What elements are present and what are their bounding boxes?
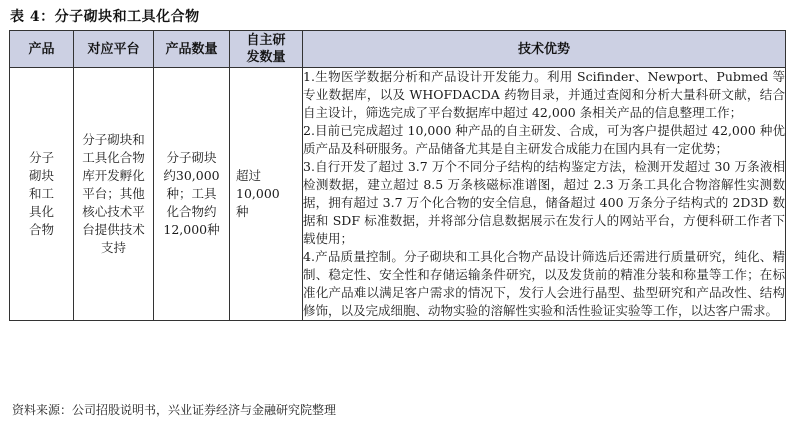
advantage-item-1: 1.生物医学数据分析和产品设计开发能力。利用 Scifinder、Newport、Pubmed 等专业数据库，以及 WHOFDACDA 药物目录，并通过查阅和分析大量科研文献，结合自主设计，筛选完成了平台数据库中超过 42,000 条相关产品的信息整理工作； xyxy=(303,69,785,120)
cell-product xyxy=(10,68,74,321)
source-note: 资料来源：公司招股说明书，兴业证券经济与金融研究院整理 xyxy=(12,403,337,417)
header-advantages: 技术优势 xyxy=(303,31,786,68)
header-quantity: 产品数量 xyxy=(154,31,230,68)
header-rd-quantity xyxy=(230,31,303,68)
cell-platform-text: 分子砌块和工具化合物库开发孵化平台；其他核心技术平台提供技术支持 xyxy=(82,132,145,255)
cell-platform xyxy=(74,68,154,321)
cell-product-text: 分子砌块和工具化合物 xyxy=(28,150,54,237)
header-rd-quantity-text: 自主研发数量 xyxy=(246,33,286,65)
table-header-row xyxy=(10,31,786,68)
product-table xyxy=(9,30,786,321)
cell-rd-quantity-text: 超过10,000种 xyxy=(236,168,280,219)
advantage-item-2: 2.目前已完成超过 10,000 种产品的自主研发、合成，可为客户提供超过 42,000 种优质产品及科研服务。产品储备尤其是自主研发合成能力在国内具有一定优势； xyxy=(303,123,785,156)
advantage-item-4: 4.产品质量控制。分子砌块和工具化合物产品设计筛选后还需进行质量研究，纯化、精制、稳定性、安全性和存储运输条件研究，以及发货前的精准分装和称量等工作；在标准化产品难以满足客户需求的情况下，发行人会进行晶型、盐型研究和产品改性、结构修饰，以及完成细胞、动物实验的溶解性实验和活性验证实验等工作，以达客户需求。 xyxy=(303,249,785,318)
header-product: 产品 xyxy=(10,31,74,68)
table-caption: 表 4：分子砌块和工具化合物 xyxy=(10,9,200,25)
cell-quantity-text: 分子砌块约30,000种；工具化合物约12,000种 xyxy=(163,150,220,237)
cell-quantity xyxy=(154,68,230,321)
advantage-item-3: 3.自行开发了超过 3.7 万个不同分子结构的结构鉴定方法，检测开发超过 30 万条液相检测数据，建立超过 8.5 万条核磁标准谱图，超过 2.3 万条工具化合物溶解性实测数据，拥有超过 3.7 万个化合物的安全信息，储备超过 400 万条分子结构式的 2D3D 数据和 SDF 标准数据，并将部分信息数据展示在发行人的网站平台，方便科研工作者下载使用； xyxy=(303,159,785,246)
cell-advantages xyxy=(303,68,786,321)
header-platform: 对应平台 xyxy=(74,31,154,68)
table-row xyxy=(10,68,786,321)
cell-rd-quantity xyxy=(230,68,303,321)
